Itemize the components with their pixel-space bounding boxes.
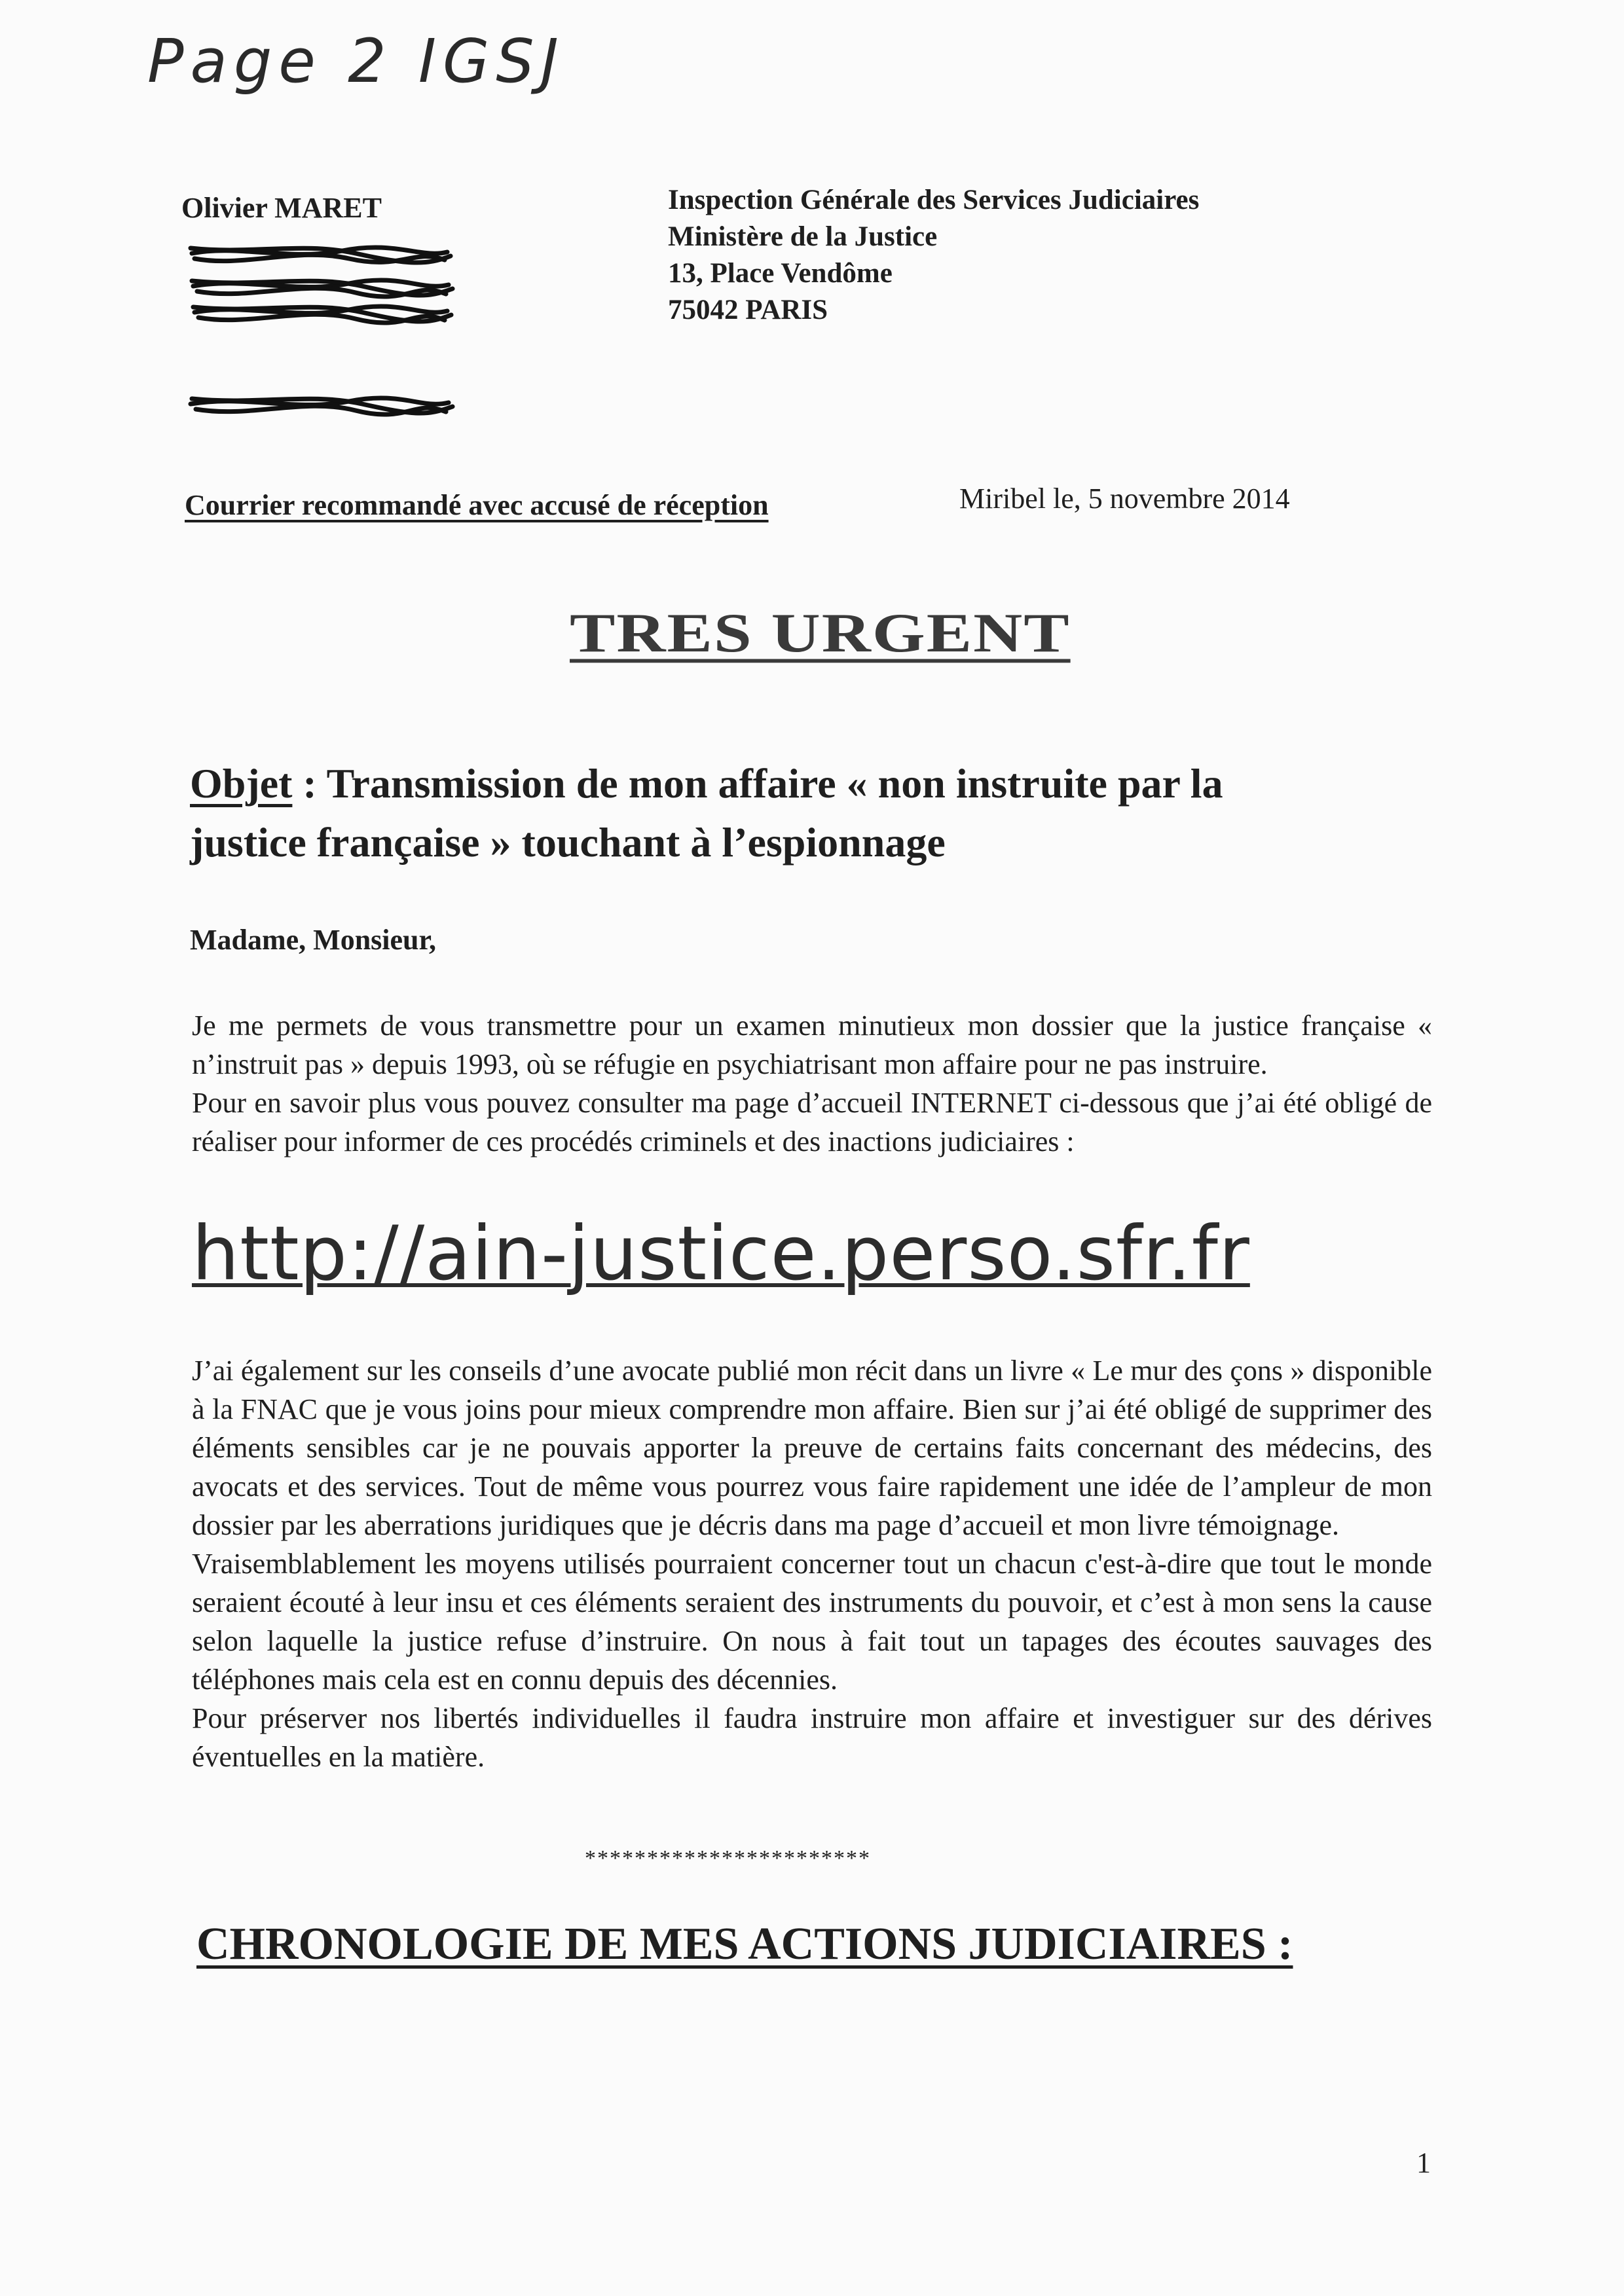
mail-type: Courrier recommandé avec accusé de réception (185, 489, 769, 521)
place-date: Miribel le, 5 novembre 2014 (959, 483, 1290, 515)
body-paragraph-2: Vraisemblablement les moyens utilisés pourraient concerner tout un chacun c'est-à-dire que tout le monde seraient écouté à leur insu et ces éléments seraient des instruments du pouvoir, et c’est à mon sens la cause selon laquelle la justice refuse d’instruire. On nous à fait tout un tapages des écoutes sauvages des téléphones mais cela est en connu depuis des décennies. (192, 1548, 1432, 1696)
subject-label: Objet (190, 760, 293, 807)
recipient-line-ministry: Ministère de la Justice (668, 221, 938, 252)
recipient-line-organization: Inspection Générale des Services Judiciaires (668, 185, 1200, 215)
redaction-scribble (185, 239, 460, 429)
handwritten-note (147, 26, 565, 96)
intro-paragraph-1: Je me permets de vous transmettre pour un examen minutieux mon dossier que la justice française « n’instruit pas » depuis 1993, où se réfugie en psychiatrisant mon affaire pour ne pas instruire. (192, 1010, 1432, 1080)
intro-paragraph (192, 1006, 1432, 1161)
body-paragraph-1: J’ai également sur les conseils d’une avocate publié mon récit dans un livre « Le mur des çons » disponible à la FNAC que je vous joins pour mieux comprendre mon affaire. Bien sur j’ai été obligé de supprimer des éléments sensibles car je ne pouvais apporter la preuve de certains faits concernant des médecins, des avocats et des services. Tout de même vous pourrez vous faire rapidement une idée de l’ampleur de mon dossier par les aberrations juridiques que je décris dans ma page d’accueil et mon livre témoignage. (192, 1355, 1432, 1541)
stars-separator: *********************** (585, 1846, 871, 1870)
recipient-line-city: 75042 PARIS (668, 295, 828, 325)
redacted-address-block (185, 239, 460, 429)
chronology-heading: CHRONOLOGIE DE MES ACTIONS JUDICIAIRES : (196, 1919, 1293, 1969)
website-link[interactable]: http://ain-justice.perso.sfr.fr (192, 1210, 1250, 1297)
subject-text-1: Transmission de mon affaire « non instruite par la (326, 760, 1223, 807)
subject-line-2: justice française » touchant à l’espionnage (190, 819, 946, 866)
recipient-line-street: 13, Place Vendôme (668, 258, 893, 289)
sender-name: Olivier MARET (181, 192, 382, 224)
body-paragraph (192, 1351, 1432, 1776)
intro-paragraph-2: Pour en savoir plus vous pouvez consulter ma page d’accueil INTERNET ci-dessous que j’ai été obligé de réaliser pour informer de ces procédés criminels et des inactions judiciaires : (192, 1087, 1432, 1157)
urgent-heading: TRES URGENT (570, 602, 1071, 664)
handwritten-note-text: Page 2 IGSJ (147, 26, 565, 96)
subject (190, 754, 1467, 872)
salutation: Madame, Monsieur, (190, 924, 437, 956)
subject-separator: : (292, 760, 327, 807)
page-number: 1 (1416, 2147, 1431, 2179)
subject-line-1 (190, 754, 1467, 813)
body-paragraph-3: Pour préserver nos libertés individuelles il faudra instruire mon affaire et investiguer sur des dérives éventuelles en la matière. (192, 1702, 1432, 1773)
recipient-address (668, 182, 1199, 329)
